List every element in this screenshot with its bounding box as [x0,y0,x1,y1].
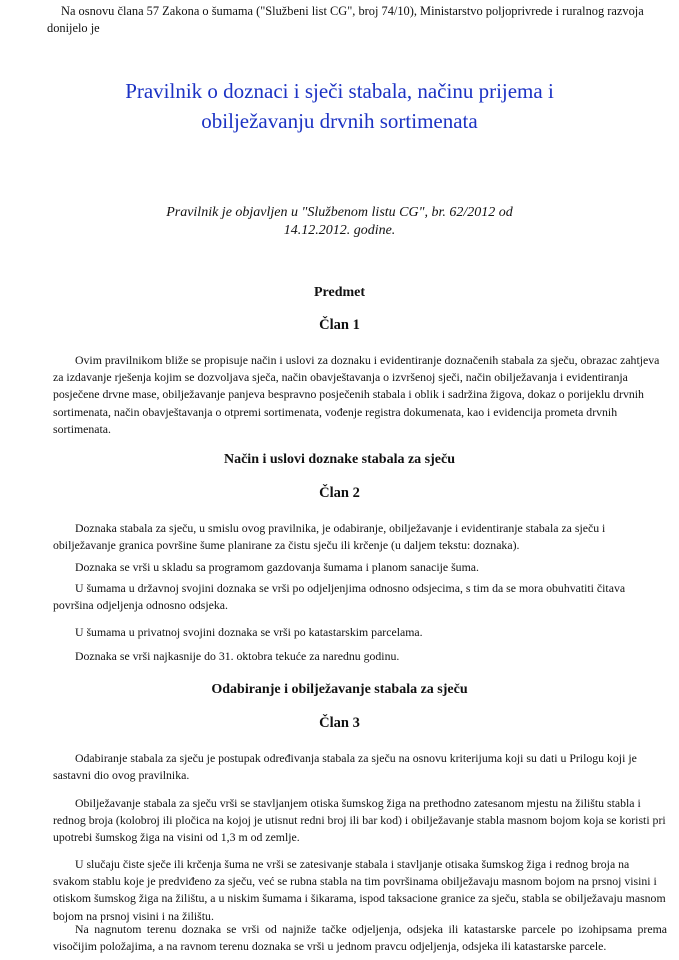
article-2-paragraph-5: Doznaka se vrši najkasnije do 31. oktobra tekuće za narednu godinu. [75,649,400,663]
article-3-paragraph-2: Obilježavanje stabala za sječu vrši se stavljanjem otiska šumskog žiga na prethodno zatesanom mjestu na žilištu stabla i rednog broja (kolobroj ili pločica na kojoj je utisnut redni broj ili bar kod) i obilježavanje stabla masnom bojom koja se koristi pri upotrebi šumskog žiga na visini od 1,3 m od zemlje. [53,796,666,845]
title-line-1: Pravilnik o doznaci i sječi stabala, načinu prijema i [125,79,554,103]
section-heading-odabiranje: Odabiranje i obilježavanje stabala za sječu [211,682,468,697]
title-line-2: obilježavanju drvnih sortimenata [201,109,478,133]
publication-note-line-1: Pravilnik je objavljen u "Službenom listu CG", br. 62/2012 od [166,205,513,220]
article-1-heading: Član 1 [319,317,360,333]
section-heading-nacin: Način i uslovi doznake stabala za sječu [223,452,455,467]
article-2-heading: Član 2 [319,485,360,501]
article-2-paragraph-3: U šumama u državnoj svojini doznaka se vrši po odjeljenjima odnosno odsjecima, s tim da se mora obuhvatiti čitava površina odjeljenja odnosno odsjeka. [53,581,626,613]
publication-note-line-2: 14.12.2012. godine. [283,223,396,238]
article-2-paragraph-2: Doznaka se vrši u skladu sa programom gazdovanja šumama i planom sanacije šuma. [75,560,479,574]
article-3-paragraph-1: Odabiranje stabala za sječu je postupak određivanja stabala za sječu na osnovu kriterijuma koji su dati u Prilogu koji je sastavni dio ovog pravilnika. [53,751,637,783]
intro-paragraph: Na osnovu člana 57 Zakona o šumama ("Službeni list CG", broj 74/10), Ministarstvo poljoprivrede i ruralnog razvoja donijelo je [47,4,644,35]
article-1-paragraph-1: Ovim pravilnikom bliže se propisuje način i uslovi za doznaku i evidentiranje doznačenih stabala za sječu, obrazac zahtjeva za izdavanje rješenja kojim se dozvoljava sječa, način obavještavanja o izvršenoj sječi, način obilježavanja i evidentiranja posječene drvne mase, obilježavanje panjeva bespravno posječenih stabala i oblik i sadržina žigova, dokaz o porijeklu drvnih sortimenata, način obavještavanja o otpremi sortimenata, vođenje registra dokumenata, kao i evidencija prometa drvnih sortimenata. [53,353,660,436]
article-2-paragraph-1: Doznaka stabala za sječu, u smislu ovog pravilnika, je odabiranje, obilježavanje i evidentiranje stabala za sječu i obilježavanje granica površine šume planirane za čistu sječu ili krčenje (u daljem tekstu: doznaka). [53,521,606,553]
section-heading-predmet: Predmet [313,285,366,300]
article-3-paragraph-3: U slučaju čiste sječe ili krčenja šuma ne vrši se zatesivanje stabala i stavljanje otisaka šumskog žiga i rednog broja na svakom stablu koje je predviđeno za sječu, već se rubna stabla na tim površinama obilježavaju masnom bojom na prsnoj visini i otiskom šumskog žiga na žilištu, a u niskim šumama i šikarama, ispod taksacione granice za sječu, stabla se obilježavaju masnom bojom na prsnoj visini i na žilištu. [53,857,666,923]
document-title [20,76,659,136]
article-3-paragraph-4: Na nagnutom terenu doznaka se vrši od najniže tačke odjeljenja, odsjeka ili katastarske parcele po izohipsama prema visočijim položajima, a na ravnom terenu doznaka se vrši u jednom pravcu odjeljenja, odsjeka ili katastarske parcele. [53,922,667,954]
article-3-heading: Član 3 [319,715,360,731]
publication-note [120,204,559,240]
article-2-paragraph-4: U šumama u privatnoj svojini doznaka se vrši po katastarskim parcelama. [75,625,423,639]
